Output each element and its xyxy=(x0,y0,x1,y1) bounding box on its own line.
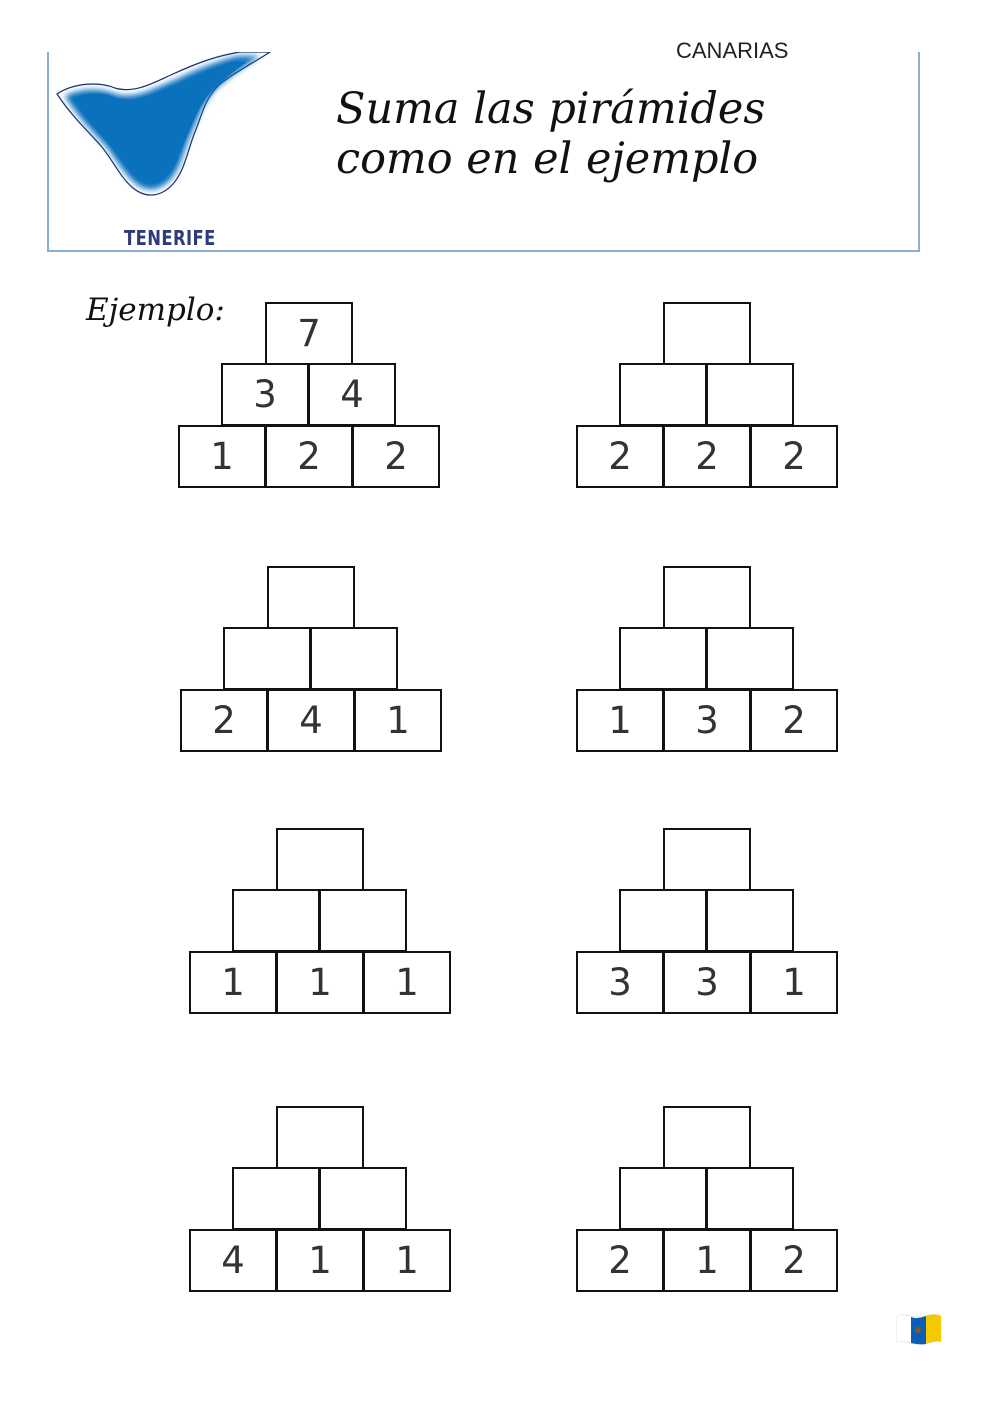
instruction-line-2: como en el ejemplo xyxy=(336,134,759,184)
pyramid-bottom-cell[interactable]: 1 xyxy=(663,1229,751,1292)
pyramid-bottom-cell[interactable]: 2 xyxy=(576,1229,664,1292)
pyramid-bottom-cell[interactable]: 4 xyxy=(189,1229,277,1292)
pyramid-bottom-cell[interactable]: 4 xyxy=(267,689,355,752)
pyramid-bottom-cell[interactable]: 1 xyxy=(354,689,442,752)
pyramid-middle-cell[interactable] xyxy=(706,1167,794,1230)
region-label xyxy=(676,40,788,66)
pyramid-top-cell[interactable] xyxy=(267,566,355,629)
pyramid-middle-cell[interactable] xyxy=(619,889,707,952)
pyramid-bottom-cell[interactable]: 1 xyxy=(750,951,838,1014)
pyramid-bottom-cell[interactable]: 1 xyxy=(276,1229,364,1292)
pyramid-middle-cell[interactable] xyxy=(619,1167,707,1230)
example-label: Ejemplo: xyxy=(86,292,225,328)
pyramid-bottom-cell[interactable]: 3 xyxy=(663,951,751,1014)
pyramid-bottom-cell[interactable]: 1 xyxy=(189,951,277,1014)
island-name: TENERIFE xyxy=(124,226,216,250)
pyramid-middle-cell[interactable] xyxy=(619,627,707,690)
pyramid-top-cell[interactable] xyxy=(276,828,364,891)
region-text: CANARIAS xyxy=(676,40,789,63)
pyramid-middle-cell[interactable] xyxy=(223,627,311,690)
pyramid-middle-cell[interactable]: 4 xyxy=(308,363,396,426)
tenerife-island-map-icon xyxy=(55,52,275,202)
pyramid-bottom-cell[interactable]: 1 xyxy=(576,689,664,752)
pyramid-middle-cell[interactable] xyxy=(310,627,398,690)
pyramid-middle-cell[interactable] xyxy=(706,627,794,690)
pyramid-bottom-cell[interactable]: 1 xyxy=(276,951,364,1014)
pyramid-middle-cell[interactable] xyxy=(232,889,320,952)
pyramid-bottom-cell[interactable]: 2 xyxy=(663,425,751,488)
pyramid-bottom-cell[interactable]: 2 xyxy=(180,689,268,752)
pyramid-bottom-cell[interactable]: 1 xyxy=(363,951,451,1014)
pyramid-top-cell[interactable] xyxy=(663,302,751,365)
pyramid-bottom-cell[interactable]: 2 xyxy=(265,425,353,488)
pyramid-middle-cell[interactable]: 3 xyxy=(221,363,309,426)
pyramid-middle-cell[interactable] xyxy=(319,1167,407,1230)
pyramid-top-cell[interactable]: 7 xyxy=(265,302,353,365)
pyramid-bottom-cell[interactable]: 1 xyxy=(178,425,266,488)
canary-islands-flag-icon xyxy=(895,1312,943,1348)
instruction-line-1: Suma las pirámides xyxy=(336,84,766,134)
pyramid-middle-cell[interactable] xyxy=(706,889,794,952)
pyramid-bottom-cell[interactable]: 3 xyxy=(663,689,751,752)
pyramid-bottom-cell[interactable]: 1 xyxy=(363,1229,451,1292)
pyramid-middle-cell[interactable] xyxy=(706,363,794,426)
pyramid-bottom-cell[interactable]: 2 xyxy=(352,425,440,488)
pyramid-top-cell[interactable] xyxy=(663,566,751,629)
pyramid-bottom-cell[interactable]: 2 xyxy=(750,1229,838,1292)
pyramid-bottom-cell[interactable]: 2 xyxy=(750,689,838,752)
pyramid-middle-cell[interactable] xyxy=(319,889,407,952)
pyramid-top-cell[interactable] xyxy=(663,828,751,891)
pyramid-bottom-cell[interactable]: 2 xyxy=(576,425,664,488)
pyramid-top-cell[interactable] xyxy=(276,1106,364,1169)
instruction-title xyxy=(336,84,896,184)
pyramid-top-cell[interactable] xyxy=(663,1106,751,1169)
pyramid-bottom-cell[interactable]: 3 xyxy=(576,951,664,1014)
pyramid-middle-cell[interactable] xyxy=(619,363,707,426)
pyramid-bottom-cell[interactable]: 2 xyxy=(750,425,838,488)
pyramid-middle-cell[interactable] xyxy=(232,1167,320,1230)
